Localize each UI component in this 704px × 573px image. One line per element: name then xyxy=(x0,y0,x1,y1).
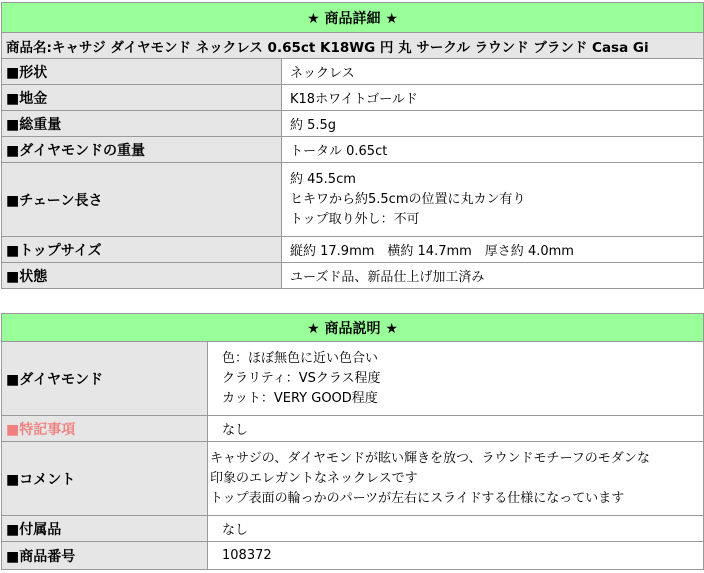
chain-length-line: トップ取り外し：不可 xyxy=(290,211,420,227)
total-weight-label: ■総重量 xyxy=(2,111,282,137)
chain-length-value xyxy=(282,163,704,237)
chain-length-line: 約 45.5cm xyxy=(290,171,356,187)
details-header: ★ 商品詳細 ★ xyxy=(2,3,704,33)
metal-label: ■地金 xyxy=(2,85,282,111)
product-details-table xyxy=(1,2,704,289)
diamond-line: クラリティ：VSクラス程度 xyxy=(222,370,381,386)
product-number-label: ■商品番号 xyxy=(2,542,208,570)
special-notes-label: ■特記事項 xyxy=(2,416,208,442)
shape-value: ネックレス xyxy=(282,59,704,85)
comment-line: 印象のエレガントなネックレスです xyxy=(210,470,418,486)
metal-value: K18ホワイトゴールド xyxy=(282,85,704,111)
accessories-value: なし xyxy=(208,516,704,542)
accessories-label: ■付属品 xyxy=(2,516,208,542)
diamond-line: 色：ほぼ無色に近い色合い xyxy=(222,350,379,366)
condition-value: ユーズド品、新品仕上げ加工済み xyxy=(282,263,704,289)
description-header: ★ 商品説明 ★ xyxy=(2,314,704,342)
top-size-value: 縦約 17.9mm 横約 14.7mm 厚さ約 4.0mm xyxy=(282,237,704,263)
diamond-weight-value: トータル 0.65ct xyxy=(282,137,704,163)
comment-label: ■コメント xyxy=(2,442,208,516)
diamond-weight-label: ■ダイヤモンドの重量 xyxy=(2,137,282,163)
comment-value xyxy=(208,442,704,516)
shape-label: ■形状 xyxy=(2,59,282,85)
chain-length-line: ヒキワから約5.5cmの位置に丸カン有り xyxy=(290,191,526,207)
comment-line: キャサジの、ダイヤモンドが眩い輝きを放つ、ラウンドモチーフのモダンな xyxy=(210,450,650,466)
comment-line: トップ表面の輪っかのパーツが左右にスライドする仕様になっています xyxy=(210,490,625,506)
total-weight-value: 約 5.5g xyxy=(282,111,704,137)
product-name: 商品名:キャサジ ダイヤモンド ネックレス 0.65ct K18WG 円 丸 サークル ラウンド ブランド Casa Gi xyxy=(2,33,704,59)
diamond-line: カット：VERY GOOD程度 xyxy=(222,390,378,406)
diamond-value xyxy=(208,342,704,416)
chain-length-label: ■チェーン長さ xyxy=(2,163,282,237)
condition-label: ■状態 xyxy=(2,263,282,289)
product-description-table xyxy=(1,313,704,570)
top-size-label: ■トップサイズ xyxy=(2,237,282,263)
diamond-label: ■ダイヤモンド xyxy=(2,342,208,416)
special-notes-value: なし xyxy=(208,416,704,442)
product-number-value: 108372 xyxy=(208,542,704,570)
